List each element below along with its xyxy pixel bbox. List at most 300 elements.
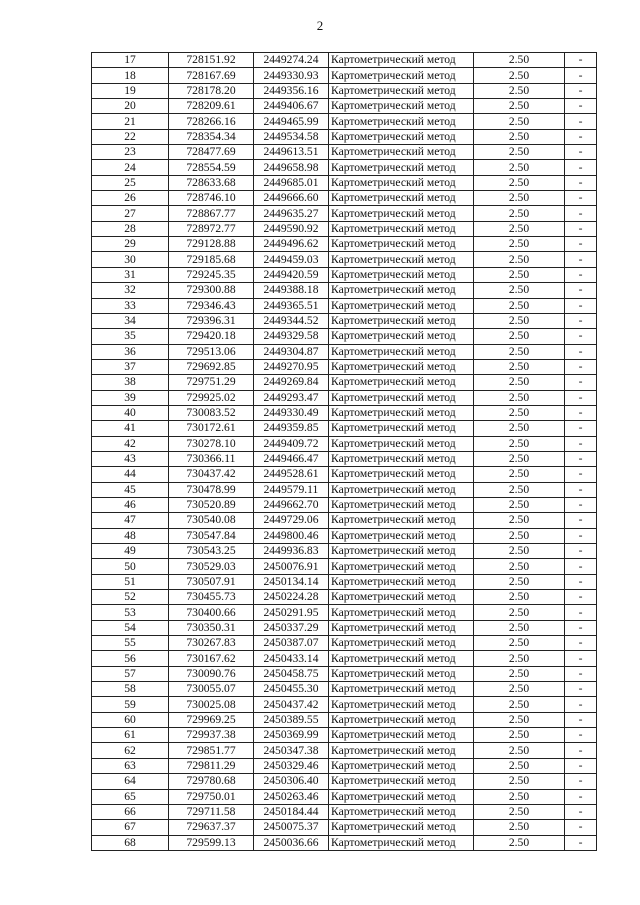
x-coordinate-cell: 729637.37 <box>169 820 254 835</box>
method-cell: Картометрический метод <box>329 804 474 819</box>
method-cell: Картометрический метод <box>329 267 474 282</box>
note-cell: - <box>565 283 597 298</box>
y-coordinate-cell: 2449590.92 <box>254 221 329 236</box>
y-coordinate-cell: 2449459.03 <box>254 252 329 267</box>
note-cell: - <box>565 267 597 282</box>
note-cell: - <box>565 421 597 436</box>
table-row <box>92 497 597 512</box>
method-cell: Картометрический метод <box>329 68 474 83</box>
note-cell: - <box>565 83 597 98</box>
note-cell: - <box>565 390 597 405</box>
point-number-cell: 20 <box>92 99 169 114</box>
note-cell: - <box>565 129 597 144</box>
table-row <box>92 728 597 743</box>
method-cell: Картометрический метод <box>329 712 474 727</box>
note-cell: - <box>565 329 597 344</box>
table-row <box>92 451 597 466</box>
point-number-cell: 23 <box>92 145 169 160</box>
note-cell: - <box>565 528 597 543</box>
x-coordinate-cell: 730547.84 <box>169 528 254 543</box>
table-row <box>92 712 597 727</box>
method-cell: Картометрический метод <box>329 329 474 344</box>
x-coordinate-cell: 730455.73 <box>169 590 254 605</box>
table-row <box>92 544 597 559</box>
method-cell: Картометрический метод <box>329 359 474 374</box>
point-number-cell: 56 <box>92 651 169 666</box>
point-number-cell: 31 <box>92 267 169 282</box>
method-cell: Картометрический метод <box>329 421 474 436</box>
x-coordinate-cell: 728178.20 <box>169 83 254 98</box>
y-coordinate-cell: 2450329.46 <box>254 758 329 773</box>
table-row <box>92 804 597 819</box>
x-coordinate-cell: 729300.88 <box>169 283 254 298</box>
method-cell: Картометрический метод <box>329 497 474 512</box>
method-cell: Картометрический метод <box>329 191 474 206</box>
point-number-cell: 63 <box>92 758 169 773</box>
point-number-cell: 29 <box>92 237 169 252</box>
y-coordinate-cell: 2449420.59 <box>254 267 329 282</box>
accuracy-cell: 2.50 <box>474 344 565 359</box>
x-coordinate-cell: 728266.16 <box>169 114 254 129</box>
y-coordinate-cell: 2450455.30 <box>254 682 329 697</box>
y-coordinate-cell: 2449330.93 <box>254 68 329 83</box>
note-cell: - <box>565 544 597 559</box>
x-coordinate-cell: 730267.83 <box>169 636 254 651</box>
point-number-cell: 49 <box>92 544 169 559</box>
x-coordinate-cell: 729513.06 <box>169 344 254 359</box>
x-coordinate-cell: 729711.58 <box>169 804 254 819</box>
y-coordinate-cell: 2450306.40 <box>254 774 329 789</box>
table-row <box>92 191 597 206</box>
note-cell: - <box>565 114 597 129</box>
accuracy-cell: 2.50 <box>474 528 565 543</box>
note-cell: - <box>565 804 597 819</box>
accuracy-cell: 2.50 <box>474 636 565 651</box>
point-number-cell: 33 <box>92 298 169 313</box>
y-coordinate-cell: 2450389.55 <box>254 712 329 727</box>
method-cell: Картометрический метод <box>329 513 474 528</box>
y-coordinate-cell: 2449356.16 <box>254 83 329 98</box>
accuracy-cell: 2.50 <box>474 590 565 605</box>
y-coordinate-cell: 2449304.87 <box>254 344 329 359</box>
method-cell: Картометрический метод <box>329 544 474 559</box>
point-number-cell: 61 <box>92 728 169 743</box>
method-cell: Картометрический метод <box>329 482 474 497</box>
note-cell: - <box>565 789 597 804</box>
table-row <box>92 774 597 789</box>
x-coordinate-cell: 730090.76 <box>169 666 254 681</box>
table-row <box>92 789 597 804</box>
y-coordinate-cell: 2450263.46 <box>254 789 329 804</box>
coordinates-table-body <box>92 53 597 851</box>
accuracy-cell: 2.50 <box>474 145 565 160</box>
method-cell: Картометрический метод <box>329 682 474 697</box>
method-cell: Картометрический метод <box>329 221 474 236</box>
note-cell: - <box>565 482 597 497</box>
table-row <box>92 68 597 83</box>
table-row <box>92 160 597 175</box>
x-coordinate-cell: 730540.08 <box>169 513 254 528</box>
y-coordinate-cell: 2449658.98 <box>254 160 329 175</box>
accuracy-cell: 2.50 <box>474 160 565 175</box>
point-number-cell: 42 <box>92 436 169 451</box>
x-coordinate-cell: 730172.61 <box>169 421 254 436</box>
table-row <box>92 620 597 635</box>
table-row <box>92 467 597 482</box>
point-number-cell: 48 <box>92 528 169 543</box>
point-number-cell: 26 <box>92 191 169 206</box>
table-row <box>92 528 597 543</box>
y-coordinate-cell: 2449800.46 <box>254 528 329 543</box>
method-cell: Картометрический метод <box>329 620 474 635</box>
y-coordinate-cell: 2449270.95 <box>254 359 329 374</box>
accuracy-cell: 2.50 <box>474 221 565 236</box>
note-cell: - <box>565 160 597 175</box>
table-row <box>92 206 597 221</box>
note-cell: - <box>565 99 597 114</box>
method-cell: Картометрический метод <box>329 559 474 574</box>
table-row <box>92 436 597 451</box>
x-coordinate-cell: 729420.18 <box>169 329 254 344</box>
accuracy-cell: 2.50 <box>474 421 565 436</box>
y-coordinate-cell: 2450291.95 <box>254 605 329 620</box>
accuracy-cell: 2.50 <box>474 605 565 620</box>
table-row <box>92 590 597 605</box>
accuracy-cell: 2.50 <box>474 544 565 559</box>
accuracy-cell: 2.50 <box>474 697 565 712</box>
table-row <box>92 666 597 681</box>
method-cell: Картометрический метод <box>329 436 474 451</box>
y-coordinate-cell: 2450224.28 <box>254 590 329 605</box>
x-coordinate-cell: 728209.61 <box>169 99 254 114</box>
method-cell: Картометрический метод <box>329 451 474 466</box>
point-number-cell: 27 <box>92 206 169 221</box>
x-coordinate-cell: 728633.68 <box>169 175 254 190</box>
note-cell: - <box>565 191 597 206</box>
note-cell: - <box>565 666 597 681</box>
point-number-cell: 21 <box>92 114 169 129</box>
x-coordinate-cell: 729925.02 <box>169 390 254 405</box>
point-number-cell: 35 <box>92 329 169 344</box>
y-coordinate-cell: 2449406.67 <box>254 99 329 114</box>
y-coordinate-cell: 2449579.11 <box>254 482 329 497</box>
point-number-cell: 40 <box>92 405 169 420</box>
accuracy-cell: 2.50 <box>474 835 565 850</box>
note-cell: - <box>565 682 597 697</box>
note-cell: - <box>565 820 597 835</box>
point-number-cell: 28 <box>92 221 169 236</box>
point-number-cell: 44 <box>92 467 169 482</box>
point-number-cell: 59 <box>92 697 169 712</box>
point-number-cell: 17 <box>92 53 169 68</box>
point-number-cell: 32 <box>92 283 169 298</box>
note-cell: - <box>565 344 597 359</box>
accuracy-cell: 2.50 <box>474 728 565 743</box>
method-cell: Картометрический метод <box>329 375 474 390</box>
point-number-cell: 57 <box>92 666 169 681</box>
accuracy-cell: 2.50 <box>474 390 565 405</box>
table-row <box>92 359 597 374</box>
note-cell: - <box>565 636 597 651</box>
y-coordinate-cell: 2449344.52 <box>254 313 329 328</box>
y-coordinate-cell: 2449496.62 <box>254 237 329 252</box>
method-cell: Картометрический метод <box>329 405 474 420</box>
note-cell: - <box>565 451 597 466</box>
accuracy-cell: 2.50 <box>474 267 565 282</box>
page-number: 2 <box>316 18 324 33</box>
note-cell: - <box>565 743 597 758</box>
table-row <box>92 129 597 144</box>
point-number-cell: 25 <box>92 175 169 190</box>
x-coordinate-cell: 729937.38 <box>169 728 254 743</box>
note-cell: - <box>565 145 597 160</box>
point-number-cell: 46 <box>92 497 169 512</box>
point-number-cell: 53 <box>92 605 169 620</box>
point-number-cell: 24 <box>92 160 169 175</box>
accuracy-cell: 2.50 <box>474 682 565 697</box>
method-cell: Картометрический метод <box>329 651 474 666</box>
x-coordinate-cell: 730025.08 <box>169 697 254 712</box>
note-cell: - <box>565 467 597 482</box>
accuracy-cell: 2.50 <box>474 283 565 298</box>
method-cell: Картометрический метод <box>329 283 474 298</box>
y-coordinate-cell: 2450337.29 <box>254 620 329 635</box>
point-number-cell: 67 <box>92 820 169 835</box>
method-cell: Картометрический метод <box>329 636 474 651</box>
accuracy-cell: 2.50 <box>474 175 565 190</box>
note-cell: - <box>565 375 597 390</box>
method-cell: Картометрический метод <box>329 99 474 114</box>
point-number-cell: 51 <box>92 574 169 589</box>
method-cell: Картометрический метод <box>329 467 474 482</box>
method-cell: Картометрический метод <box>329 175 474 190</box>
x-coordinate-cell: 729750.01 <box>169 789 254 804</box>
method-cell: Картометрический метод <box>329 528 474 543</box>
y-coordinate-cell: 2450036.66 <box>254 835 329 850</box>
x-coordinate-cell: 729811.29 <box>169 758 254 773</box>
x-coordinate-cell: 728554.59 <box>169 160 254 175</box>
note-cell: - <box>565 590 597 605</box>
accuracy-cell: 2.50 <box>474 68 565 83</box>
accuracy-cell: 2.50 <box>474 53 565 68</box>
point-number-cell: 58 <box>92 682 169 697</box>
note-cell: - <box>565 313 597 328</box>
table-row <box>92 405 597 420</box>
y-coordinate-cell: 2449534.58 <box>254 129 329 144</box>
note-cell: - <box>565 497 597 512</box>
table-row <box>92 421 597 436</box>
method-cell: Картометрический метод <box>329 206 474 221</box>
accuracy-cell: 2.50 <box>474 206 565 221</box>
accuracy-cell: 2.50 <box>474 129 565 144</box>
method-cell: Картометрический метод <box>329 820 474 835</box>
accuracy-cell: 2.50 <box>474 574 565 589</box>
y-coordinate-cell: 2449685.01 <box>254 175 329 190</box>
table-row <box>92 651 597 666</box>
x-coordinate-cell: 729346.43 <box>169 298 254 313</box>
point-number-cell: 36 <box>92 344 169 359</box>
x-coordinate-cell: 729245.35 <box>169 267 254 282</box>
accuracy-cell: 2.50 <box>474 712 565 727</box>
note-cell: - <box>565 513 597 528</box>
x-coordinate-cell: 730278.10 <box>169 436 254 451</box>
table-row <box>92 114 597 129</box>
method-cell: Картометрический метод <box>329 313 474 328</box>
method-cell: Картометрический метод <box>329 697 474 712</box>
note-cell: - <box>565 175 597 190</box>
note-cell: - <box>565 728 597 743</box>
method-cell: Картометрический метод <box>329 574 474 589</box>
y-coordinate-cell: 2449729.06 <box>254 513 329 528</box>
x-coordinate-cell: 728354.34 <box>169 129 254 144</box>
table-row <box>92 605 597 620</box>
accuracy-cell: 2.50 <box>474 359 565 374</box>
accuracy-cell: 2.50 <box>474 405 565 420</box>
table-row <box>92 835 597 850</box>
x-coordinate-cell: 730437.42 <box>169 467 254 482</box>
y-coordinate-cell: 2450387.07 <box>254 636 329 651</box>
point-number-cell: 45 <box>92 482 169 497</box>
table-row <box>92 390 597 405</box>
table-row <box>92 83 597 98</box>
x-coordinate-cell: 729128.88 <box>169 237 254 252</box>
y-coordinate-cell: 2450134.14 <box>254 574 329 589</box>
table-row <box>92 743 597 758</box>
x-coordinate-cell: 729396.31 <box>169 313 254 328</box>
method-cell: Картометрический метод <box>329 605 474 620</box>
table-row <box>92 344 597 359</box>
y-coordinate-cell: 2449613.51 <box>254 145 329 160</box>
note-cell: - <box>565 651 597 666</box>
y-coordinate-cell: 2449666.60 <box>254 191 329 206</box>
table-row <box>92 482 597 497</box>
table-row <box>92 267 597 282</box>
method-cell: Картометрический метод <box>329 298 474 313</box>
x-coordinate-cell: 728477.69 <box>169 145 254 160</box>
y-coordinate-cell: 2450369.99 <box>254 728 329 743</box>
table-row <box>92 513 597 528</box>
table-row <box>92 574 597 589</box>
accuracy-cell: 2.50 <box>474 467 565 482</box>
point-number-cell: 50 <box>92 559 169 574</box>
x-coordinate-cell: 730520.89 <box>169 497 254 512</box>
accuracy-cell: 2.50 <box>474 758 565 773</box>
method-cell: Картометрический метод <box>329 743 474 758</box>
x-coordinate-cell: 729969.25 <box>169 712 254 727</box>
accuracy-cell: 2.50 <box>474 375 565 390</box>
y-coordinate-cell: 2449466.47 <box>254 451 329 466</box>
method-cell: Картометрический метод <box>329 774 474 789</box>
x-coordinate-cell: 730478.99 <box>169 482 254 497</box>
accuracy-cell: 2.50 <box>474 774 565 789</box>
accuracy-cell: 2.50 <box>474 313 565 328</box>
note-cell: - <box>565 237 597 252</box>
table-row <box>92 820 597 835</box>
method-cell: Картометрический метод <box>329 237 474 252</box>
x-coordinate-cell: 729185.68 <box>169 252 254 267</box>
accuracy-cell: 2.50 <box>474 252 565 267</box>
table-row <box>92 283 597 298</box>
method-cell: Картометрический метод <box>329 145 474 160</box>
method-cell: Картометрический метод <box>329 728 474 743</box>
method-cell: Картометрический метод <box>329 590 474 605</box>
accuracy-cell: 2.50 <box>474 559 565 574</box>
note-cell: - <box>565 574 597 589</box>
y-coordinate-cell: 2449293.47 <box>254 390 329 405</box>
point-number-cell: 68 <box>92 835 169 850</box>
y-coordinate-cell: 2449635.27 <box>254 206 329 221</box>
y-coordinate-cell: 2449465.99 <box>254 114 329 129</box>
note-cell: - <box>565 298 597 313</box>
point-number-cell: 19 <box>92 83 169 98</box>
accuracy-cell: 2.50 <box>474 99 565 114</box>
accuracy-cell: 2.50 <box>474 804 565 819</box>
note-cell: - <box>565 712 597 727</box>
table-row <box>92 53 597 68</box>
method-cell: Картометрический метод <box>329 789 474 804</box>
accuracy-cell: 2.50 <box>474 298 565 313</box>
method-cell: Картометрический метод <box>329 53 474 68</box>
table-row <box>92 636 597 651</box>
table-row <box>92 99 597 114</box>
note-cell: - <box>565 605 597 620</box>
point-number-cell: 41 <box>92 421 169 436</box>
point-number-cell: 37 <box>92 359 169 374</box>
table-row <box>92 313 597 328</box>
x-coordinate-cell: 729599.13 <box>169 835 254 850</box>
accuracy-cell: 2.50 <box>474 482 565 497</box>
y-coordinate-cell: 2449359.85 <box>254 421 329 436</box>
method-cell: Картометрический метод <box>329 83 474 98</box>
x-coordinate-cell: 728867.77 <box>169 206 254 221</box>
accuracy-cell: 2.50 <box>474 666 565 681</box>
accuracy-cell: 2.50 <box>474 191 565 206</box>
y-coordinate-cell: 2450347.38 <box>254 743 329 758</box>
note-cell: - <box>565 436 597 451</box>
x-coordinate-cell: 729780.68 <box>169 774 254 789</box>
y-coordinate-cell: 2449365.51 <box>254 298 329 313</box>
y-coordinate-cell: 2449528.61 <box>254 467 329 482</box>
method-cell: Картометрический метод <box>329 666 474 681</box>
y-coordinate-cell: 2449330.49 <box>254 405 329 420</box>
x-coordinate-cell: 730083.52 <box>169 405 254 420</box>
y-coordinate-cell: 2449329.58 <box>254 329 329 344</box>
table-row <box>92 697 597 712</box>
table-row <box>92 329 597 344</box>
x-coordinate-cell: 730350.31 <box>169 620 254 635</box>
method-cell: Картометрический метод <box>329 344 474 359</box>
x-coordinate-cell: 728151.92 <box>169 53 254 68</box>
point-number-cell: 34 <box>92 313 169 328</box>
note-cell: - <box>565 620 597 635</box>
note-cell: - <box>565 835 597 850</box>
table-row <box>92 237 597 252</box>
table-row <box>92 175 597 190</box>
point-number-cell: 30 <box>92 252 169 267</box>
y-coordinate-cell: 2450433.14 <box>254 651 329 666</box>
accuracy-cell: 2.50 <box>474 237 565 252</box>
point-number-cell: 66 <box>92 804 169 819</box>
x-coordinate-cell: 730167.62 <box>169 651 254 666</box>
x-coordinate-cell: 728746.10 <box>169 191 254 206</box>
point-number-cell: 64 <box>92 774 169 789</box>
table-row <box>92 221 597 236</box>
accuracy-cell: 2.50 <box>474 620 565 635</box>
point-number-cell: 60 <box>92 712 169 727</box>
note-cell: - <box>565 68 597 83</box>
method-cell: Картометрический метод <box>329 252 474 267</box>
note-cell: - <box>565 221 597 236</box>
